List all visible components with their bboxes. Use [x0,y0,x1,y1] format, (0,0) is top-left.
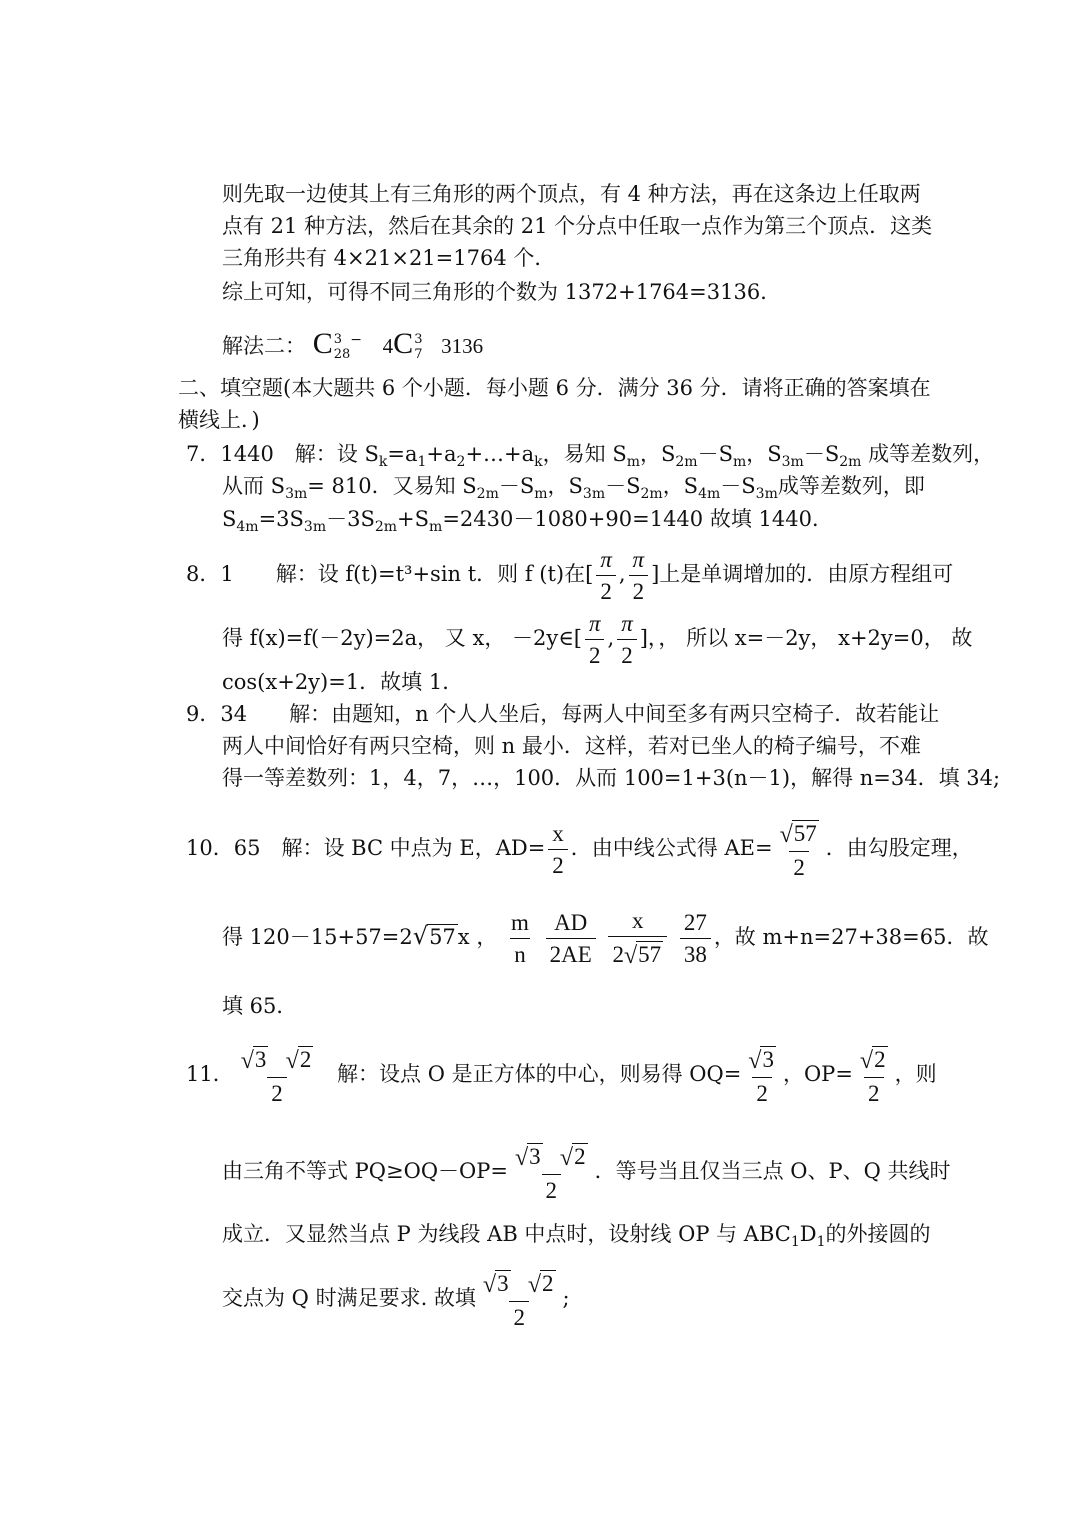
problem-9: 9．34 解：由题知，n 个人人坐后，每两人中间至多有两只空椅子．故若能让 [186,702,940,726]
text-line: 三角形共有 4×21×21=1764 个． [222,246,556,270]
section-heading: 二、填空题(本大题共 6 个小题．每小题 6 分．满分 36 分．请将正确的答案填在 [178,376,931,400]
text-line: 则先取一边使其上有三角形的两个顶点，有 4 种方法，再在这条边上任取两 [222,182,921,206]
problem-11-line2: 由三角不等式 PQ≥OQ－OP= √ 3 √ 2 2 ．等号当且仅当三点 O、P、Q 共线时 [222,1144,951,1203]
problem-8: 8．1 解：设 f(t)=t³+sin t．则 f (t)在[ $\frac{\pi}{2}$ , $\frac{\pi}{2}$ ]上是单调增加的．由原方程组可 [186,547,954,604]
problem-10-line2: 得 120－15+57=2 √ 57 x ， $\frac{m}{n}$ $\frac{AD}{2AE}$ x 2 √ 57 $\frac{27}{38}$ ，故 m+n=27+38=65．故 [222,908,989,969]
problem-11-line3: 成立．又显然当点 P 为线段 AB 中点时，设射线 OP 与 $ABC_1D_1$的外接圆的 [222,1222,931,1250]
problem-9-line3: 得一等差数列：1，4，7，…，100．从而 100=1+3(n－1)，解得 n=34．填 34; [222,766,1001,790]
problem-10: 10．65 解：设 BC 中点为 E，AD= $\frac{x}{2}$ ．由中线公式得 AE= √ 57 2 ．由勾股定理， [186,821,973,880]
problem-11: 11． √ 3 √ 2 2 解：设点 O 是正方体的中心，则易得 OQ= √ 3 2 ，OP= √ 2 2 ，则 [186,1047,937,1106]
text-line: 点有 21 种方法，然后在其余的 21 个分点中任取一点作为第三个顶点．这类 [222,214,933,238]
problem-7-line3: $S_{4m}=3S_{3m}-3S_{2m}+S_m=2430-1080+90=1440$ 故填 1440． [222,507,833,535]
problem-10-line3: 填 65． [222,994,298,1018]
problem-7-line2: 从而 $S_{3m}= 810$．又易知 $S_{2m}-S_m$，$S_{3m}-S_{2m}$，$S_{4m}-S_{3m}$成等差数列，即 [222,474,925,502]
problem-8-line3: cos(x+2y)=1．故填 1． [222,670,464,694]
problem-7: 7．1440 解：设 $S_k=a_1+a_2+\dots+a_k$，易知 $S_m$，$S_{2m}-S_m$，$S_{3m}-S_{2m}$ 成等差数列， [186,442,995,470]
problem-11-line4: 交点为 Q 时满足要求. 故填 √ 3 √ 2 2 ; [222,1271,570,1330]
problem-8-line2: 得 f(x)=f(－2y)=2a， 又 x， －2y∈[ $\frac{\pi}{2}$ , $\frac{\pi}{2}$ ]，， 所以 x=－2y， x+2y=0， 故 [222,611,973,668]
text-line: 综上可知，可得不同三角形的个数为 1372+1764=3136． [222,280,782,304]
section-heading: 横线上．) [178,408,260,432]
solution-two-line: 解法二： C 3 28 − 4C 3 7 3136 [222,327,484,362]
problem-9-line2: 两人中间恰好有两只空椅，则 n 最小．这样，若对已坐人的椅子编号，不难 [222,734,921,758]
